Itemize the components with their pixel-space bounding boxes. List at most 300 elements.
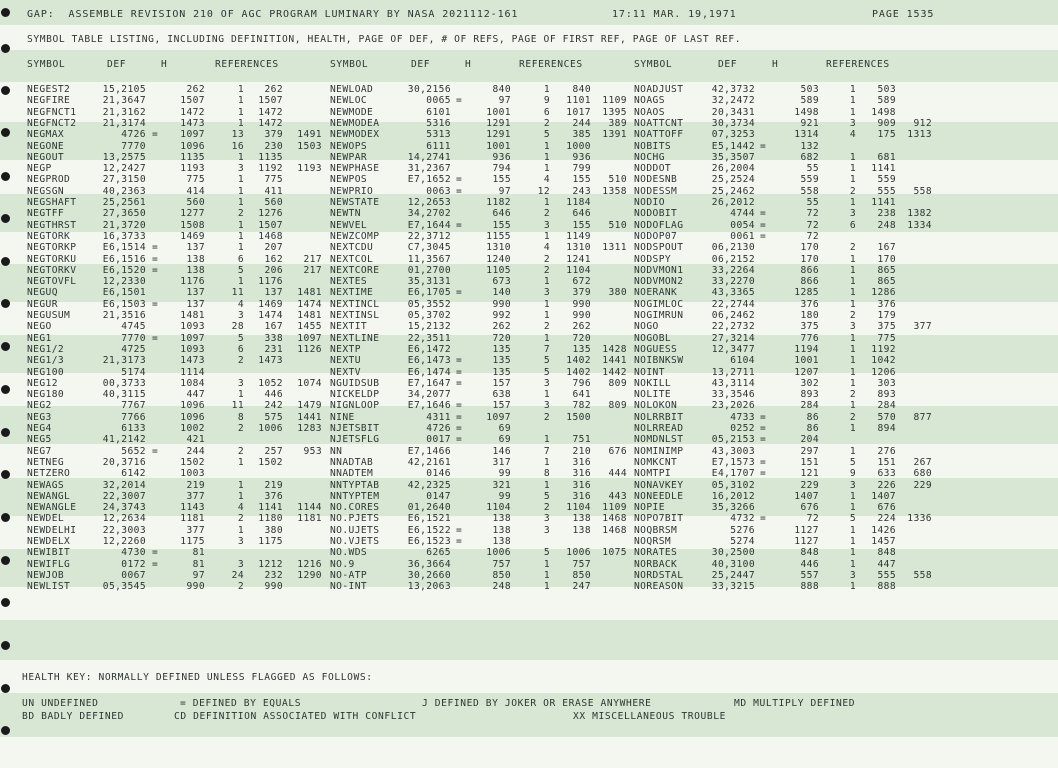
health-key-joker: J DEFINED BY JOKER OR ERASE ANYWHERE: [422, 698, 652, 709]
ref-count-cell: 2: [237, 445, 244, 457]
ref-count-cell: 7: [543, 445, 550, 457]
health-key-md: MD MULTIPLY DEFINED: [734, 698, 856, 709]
health-cell: =: [760, 140, 767, 152]
ref-count-cell: 2: [543, 502, 550, 514]
def-cell: E5,1442: [711, 140, 755, 152]
page-title: GAP: ASSEMBLE REVISION 210 OF AGC PROGRAM LUMINARY BY NASA 2021112-161: [27, 9, 519, 20]
page-of-def-cell: 1175: [180, 536, 205, 547]
last-ref-cell: 389: [608, 117, 627, 129]
symbol-cell: NEXTCORE: [330, 264, 380, 276]
last-ref-cell: 877: [913, 411, 932, 423]
def-cell: E6,1514: [102, 242, 146, 254]
health-cell: =: [456, 377, 463, 389]
first-ref-cell: 893: [877, 389, 896, 401]
last-ref-cell: 1216: [297, 558, 322, 570]
def-cell: 0065: [426, 95, 451, 107]
page-of-def-cell: 1508: [180, 219, 205, 231]
last-ref-cell: 676: [608, 445, 627, 457]
def-cell: 12,2653: [407, 197, 451, 208]
col-header-references: REFERENCES: [215, 59, 279, 70]
page-of-def-cell: 146: [492, 445, 511, 457]
def-cell: 0147: [426, 490, 451, 502]
ref-count-cell: 1: [237, 276, 244, 288]
def-cell: 12,2634: [102, 513, 146, 525]
page-of-def-cell: 1096: [180, 140, 205, 152]
symbol-cell: NOPO7BIT: [634, 513, 684, 525]
symbol-cell: NEWPAR: [330, 151, 368, 163]
table-row: [0, 321, 1058, 332]
symbol-cell: NEGTHRST: [27, 219, 77, 231]
page-of-def-cell: 1002: [180, 423, 205, 434]
ref-count-cell: 3: [543, 524, 550, 536]
symbol-cell: NEGUQ: [27, 287, 58, 299]
last-ref-cell: 1144: [297, 502, 322, 514]
symbol-cell: NODVMON1: [634, 264, 684, 276]
symbol-cell: NEWANGLE: [27, 502, 77, 514]
ref-count-cell: 3: [237, 558, 244, 570]
first-ref-cell: 338: [264, 332, 283, 344]
first-ref-cell: 138: [572, 524, 591, 536]
last-ref-cell: 1311: [602, 242, 627, 254]
table-row: [0, 299, 1058, 310]
ref-count-cell: 5: [543, 490, 550, 502]
page-of-def-cell: 180: [800, 310, 819, 321]
symbol-cell: NEWDEL: [27, 513, 65, 525]
first-ref-cell: 751: [572, 434, 591, 446]
page-of-def-cell: 55: [806, 163, 819, 175]
col-header-symbol: SYMBOL: [330, 59, 369, 70]
last-ref-cell: 1441: [297, 411, 322, 423]
ref-count-cell: 1: [543, 434, 550, 446]
page-of-def-cell: 1310: [486, 242, 511, 254]
first-ref-cell: 888: [877, 581, 896, 593]
health-cell: =: [456, 174, 463, 186]
ref-count-cell: 5: [237, 332, 244, 344]
first-ref-cell: 990: [264, 581, 283, 593]
symbol-cell: NEWANGL: [27, 490, 71, 502]
page-of-def-cell: 1135: [180, 151, 205, 163]
ref-count-cell: 6: [237, 343, 244, 355]
table-row: [0, 242, 1058, 253]
page-of-def-cell: 86: [806, 411, 819, 423]
first-ref-cell: 865: [877, 264, 896, 276]
first-ref-cell: 179: [877, 310, 896, 321]
ref-count-cell: 4: [849, 129, 856, 141]
ref-count-cell: 1: [849, 174, 856, 186]
ref-count-cell: 6: [543, 106, 550, 118]
page-of-def-cell: 1143: [180, 502, 205, 514]
table-row: [0, 129, 1058, 140]
ref-count-cell: 6: [237, 253, 244, 265]
def-cell: E6,1521: [407, 513, 451, 525]
last-ref-cell: 510: [608, 219, 627, 231]
health-cell: =: [456, 355, 463, 367]
ref-count-cell: 9: [543, 95, 550, 107]
table-row: [0, 220, 1058, 231]
symbol-cell: NNADTAB: [330, 456, 374, 468]
def-cell: 13,2711: [711, 366, 755, 378]
def-cell: 43,3365: [711, 287, 755, 299]
table-row: [0, 547, 1058, 558]
table-row: [0, 107, 1058, 118]
symbol-cell: NEXTLINE: [330, 332, 380, 344]
page-of-def-cell: 297: [800, 445, 819, 457]
ref-count-cell: 2: [237, 423, 244, 434]
symbol-cell: NEG12: [27, 377, 58, 389]
def-cell: 16,2012: [711, 490, 755, 502]
def-cell: E6,1705: [407, 287, 451, 299]
page-of-def-cell: 1114: [180, 366, 205, 378]
page-of-def-cell: 992: [492, 310, 511, 321]
symbol-cell: NEG1/3: [27, 355, 65, 367]
first-ref-cell: 1017: [566, 106, 591, 118]
def-cell: 15,2105: [102, 84, 146, 95]
last-ref-cell: 809: [608, 400, 627, 412]
first-ref-cell: 1474: [258, 310, 283, 321]
first-ref-cell: 589: [877, 95, 896, 107]
ref-count-cell: 1: [543, 230, 550, 242]
def-cell: 0063: [426, 185, 451, 197]
col-header-health: H: [772, 59, 779, 70]
def-cell: 30,2500: [711, 547, 755, 559]
first-ref-cell: 210: [572, 445, 591, 457]
def-cell: 05,3102: [711, 479, 755, 491]
health-key-title: HEALTH KEY: NORMALLY DEFINED UNLESS FLAGGED AS FOLLOWS:: [22, 672, 373, 683]
page-of-def-cell: 262: [186, 84, 205, 95]
page-of-def-cell: 1006: [486, 547, 511, 559]
first-ref-cell: 1141: [871, 197, 896, 208]
last-ref-cell: 1336: [907, 513, 932, 525]
def-cell: 11,3567: [407, 253, 451, 265]
def-cell: 0172: [121, 558, 146, 570]
table-row: [0, 254, 1058, 265]
ref-count-cell: 3: [849, 569, 856, 581]
symbol-cell: NEXTIT: [330, 321, 368, 333]
symbol-cell: NEXTCDU: [330, 242, 374, 254]
def-cell: E6,1501: [102, 287, 146, 299]
def-cell: 21,3162: [102, 106, 146, 118]
def-cell: 06,2130: [711, 242, 755, 254]
def-cell: 21,3647: [102, 95, 146, 107]
first-ref-cell: 720: [572, 332, 591, 344]
symbol-cell: NEG5: [27, 434, 52, 446]
ref-count-cell: 1: [543, 298, 550, 310]
page-of-def-cell: 676: [800, 502, 819, 514]
table-row: [0, 174, 1058, 185]
ref-count-cell: 1: [849, 163, 856, 175]
first-ref-cell: 1212: [258, 558, 283, 570]
symbol-cell: NEG7: [27, 445, 52, 457]
last-ref-cell: 444: [608, 468, 627, 480]
first-ref-cell: 1006: [566, 547, 591, 559]
symbol-cell: NOQBRSM: [634, 524, 678, 536]
def-cell: 4311: [426, 411, 451, 423]
symbol-cell: NEWPHASE: [330, 163, 380, 175]
first-ref-cell: 1507: [258, 219, 283, 231]
symbol-cell: NOGUESS: [634, 343, 678, 355]
health-cell: =: [456, 423, 463, 434]
symbol-cell: NEWJOB: [27, 569, 65, 581]
col-header-symbol: SYMBOL: [27, 59, 66, 70]
first-ref-cell: 231: [264, 343, 283, 355]
ref-count-cell: 1: [237, 151, 244, 163]
page-of-def-cell: 317: [492, 456, 511, 468]
last-ref-cell: 1109: [602, 95, 627, 107]
page-of-def-cell: 321: [492, 479, 511, 491]
page-of-def-cell: 138: [492, 513, 511, 525]
page-of-def-cell: 1498: [794, 106, 819, 118]
page-of-def-cell: 848: [800, 547, 819, 559]
def-cell: 01,2640: [407, 502, 451, 514]
symbol-cell: NEGONE: [27, 140, 65, 152]
ref-count-cell: 1: [543, 140, 550, 152]
symbol-cell: NOLRREAD: [634, 423, 684, 434]
ref-count-cell: 5: [543, 366, 550, 378]
first-ref-cell: 262: [264, 84, 283, 95]
first-ref-cell: 411: [264, 185, 283, 197]
page-number: PAGE 1535: [872, 9, 935, 20]
table-row: [0, 389, 1058, 400]
table-row: [0, 491, 1058, 502]
def-cell: 22,3003: [102, 524, 146, 536]
symbol-cell: NOPIE: [634, 502, 665, 514]
def-cell: 25,2462: [711, 185, 755, 197]
first-ref-cell: 138: [572, 513, 591, 525]
page-of-def-cell: 155: [492, 174, 511, 186]
ref-count-cell: 3: [849, 321, 856, 333]
page-of-def-cell: 1472: [180, 106, 205, 118]
ref-count-cell: 1: [543, 456, 550, 468]
ref-count-cell: 2: [849, 242, 856, 254]
symbol-cell: NEGSGN: [27, 185, 65, 197]
first-ref-cell: 446: [264, 389, 283, 401]
ref-count-cell: 1: [849, 253, 856, 265]
def-cell: 07,3253: [711, 129, 755, 141]
last-ref-cell: 1109: [602, 502, 627, 514]
symbol-cell: NEG1: [27, 332, 52, 344]
symbol-cell: NOLITE: [634, 389, 672, 401]
first-ref-cell: 238: [877, 208, 896, 220]
symbol-cell: NOLOKON: [634, 400, 678, 412]
health-cell: =: [456, 434, 463, 446]
first-ref-cell: 570: [877, 411, 896, 423]
first-ref-cell: 276: [877, 445, 896, 457]
print-time: 17:11 MAR. 19,1971: [612, 9, 737, 20]
ref-count-cell: 3: [237, 536, 244, 547]
symbol-cell: NEG100: [27, 366, 65, 378]
page-of-def-cell: 204: [800, 434, 819, 446]
page-of-def-cell: 138: [186, 264, 205, 276]
first-ref-cell: 894: [877, 423, 896, 434]
symbol-cell: NOMDNLST: [634, 434, 684, 446]
def-cell: E6,1522: [407, 524, 451, 536]
def-cell: E6,1516: [102, 253, 146, 265]
symbol-cell: NIGNLOOP: [330, 400, 380, 412]
symbol-cell: NEWAGS: [27, 479, 65, 491]
first-ref-cell: 1500: [566, 411, 591, 423]
last-ref-cell: 217: [303, 253, 322, 265]
symbol-cell: NOMINIMP: [634, 445, 684, 457]
first-ref-cell: 936: [572, 151, 591, 163]
symbol-cell: NEGTORKU: [27, 253, 77, 265]
symbol-cell: NEGFIRE: [27, 95, 71, 107]
def-cell: 40,3115: [102, 389, 146, 401]
def-cell: 6111: [426, 140, 451, 152]
page-of-def-cell: 376: [800, 298, 819, 310]
first-ref-cell: 1402: [566, 355, 591, 367]
page-of-def-cell: 170: [800, 253, 819, 265]
symbol-cell: NEGEST2: [27, 84, 71, 95]
def-cell: 31,2367: [407, 163, 451, 175]
first-ref-cell: 1468: [258, 230, 283, 242]
page-of-def-cell: 794: [492, 163, 511, 175]
page-of-def-cell: 135: [492, 355, 511, 367]
ref-count-cell: 3: [237, 377, 244, 389]
ref-count-cell: 2: [543, 264, 550, 276]
page-of-def-cell: 244: [186, 445, 205, 457]
def-cell: 0017: [426, 434, 451, 446]
page-of-def-cell: 1097: [180, 332, 205, 344]
table-row: [0, 118, 1058, 129]
last-ref-cell: 267: [913, 456, 932, 468]
page-of-def-cell: 1084: [180, 377, 205, 389]
symbol-cell: NO.CORES: [330, 502, 380, 514]
def-cell: 13,2063: [407, 581, 451, 593]
def-cell: 0054: [730, 219, 755, 231]
page-of-def-cell: 936: [492, 151, 511, 163]
first-ref-cell: 1402: [566, 366, 591, 378]
health-cell: =: [760, 434, 767, 446]
page-of-def-cell: 1285: [794, 287, 819, 299]
first-ref-cell: 226: [877, 479, 896, 491]
ref-count-cell: 3: [237, 310, 244, 321]
page-of-def-cell: 888: [800, 581, 819, 593]
first-ref-cell: 379: [572, 287, 591, 299]
table-row: [0, 141, 1058, 152]
health-cell: =: [456, 400, 463, 412]
ref-count-cell: 3: [849, 117, 856, 129]
first-ref-cell: 1498: [871, 106, 896, 118]
symbol-cell: NOCHG: [634, 151, 665, 163]
first-ref-cell: 262: [572, 321, 591, 333]
page-of-def-cell: 1473: [180, 355, 205, 367]
ref-count-cell: 1: [237, 230, 244, 242]
ref-count-cell: 1: [543, 479, 550, 491]
symbol-cell: NEGOUT: [27, 151, 65, 163]
first-ref-cell: 799: [572, 163, 591, 175]
ref-count-cell: 24: [231, 569, 244, 581]
symbol-cell: NODOP07: [634, 230, 678, 242]
ref-count-cell: 2: [237, 355, 244, 367]
page-of-def-cell: 1291: [486, 129, 511, 141]
symbol-cell: NEG3: [27, 411, 52, 423]
symbol-cell: NODOFLAG: [634, 219, 684, 231]
ref-count-cell: 2: [237, 513, 244, 525]
def-cell: E7,1644: [407, 219, 451, 231]
ref-count-cell: 9: [849, 468, 856, 480]
ref-count-cell: 1: [237, 106, 244, 118]
symbol-cell: NEWVEL: [330, 219, 368, 231]
first-ref-cell: 865: [877, 276, 896, 288]
table-row: [0, 446, 1058, 457]
symbol-cell: NOGOBL: [634, 332, 672, 344]
def-cell: 06,2152: [711, 253, 755, 265]
health-key-equals: = DEFINED BY EQUALS: [180, 698, 302, 709]
symbol-cell: NEGSHAFT: [27, 197, 77, 208]
ref-count-cell: 12: [537, 185, 550, 197]
first-ref-cell: 375: [877, 321, 896, 333]
first-ref-cell: 559: [877, 174, 896, 186]
ref-count-cell: 3: [849, 208, 856, 220]
page-of-def-cell: 229: [800, 479, 819, 491]
page-of-def-cell: 81: [192, 547, 205, 559]
symbol-cell: NEWIBIT: [27, 547, 71, 559]
table-row: [0, 559, 1058, 570]
ref-count-cell: 1: [849, 197, 856, 208]
def-cell: 26,2004: [711, 163, 755, 175]
page-of-def-cell: 446: [800, 558, 819, 570]
ref-count-cell: 1: [543, 197, 550, 208]
symbol-cell: NEWMODEX: [330, 129, 380, 141]
page-of-def-cell: 377: [186, 490, 205, 502]
last-ref-cell: 1441: [602, 355, 627, 367]
def-cell: 12,2330: [102, 276, 146, 288]
symbol-cell: NOAOS: [634, 106, 665, 118]
def-cell: 12,3477: [711, 343, 755, 355]
symbol-cell: NEGTORKP: [27, 242, 77, 254]
symbol-cell: NOGIMRUN: [634, 310, 684, 321]
ref-count-cell: 1: [849, 524, 856, 536]
first-ref-cell: 316: [572, 468, 591, 480]
ref-count-cell: 2: [849, 310, 856, 321]
ref-count-cell: 3: [237, 163, 244, 175]
page-of-def-cell: 776: [800, 332, 819, 344]
page-of-def-cell: 589: [800, 95, 819, 107]
symbol-cell: NODESSM: [634, 185, 678, 197]
def-cell: 6142: [121, 468, 146, 480]
def-cell: 22,2744: [711, 298, 755, 310]
ref-count-cell: 1: [543, 389, 550, 401]
health-cell: =: [152, 129, 159, 141]
first-ref-cell: 135: [572, 343, 591, 355]
symbol-cell: NEWLOAD: [330, 84, 374, 95]
page-of-def-cell: 151: [800, 456, 819, 468]
page-of-def-cell: 69: [498, 423, 511, 434]
ref-count-cell: 1: [849, 343, 856, 355]
symbol-cell: NEWLOC: [330, 95, 368, 107]
ref-count-cell: 1: [237, 197, 244, 208]
last-ref-cell: 1455: [297, 321, 322, 333]
def-cell: E7,1647: [407, 377, 451, 389]
page-of-def-cell: 81: [192, 558, 205, 570]
page-of-def-cell: 1240: [486, 253, 511, 265]
first-ref-cell: 1149: [566, 230, 591, 242]
def-cell: 22,3007: [102, 490, 146, 502]
def-cell: 33,2264: [711, 264, 755, 276]
first-ref-cell: 796: [572, 377, 591, 389]
symbol-cell: NEGO: [27, 321, 52, 333]
def-cell: 14,2741: [407, 151, 451, 163]
first-ref-cell: 1052: [258, 377, 283, 389]
page-of-def-cell: 414: [186, 185, 205, 197]
def-cell: E6,1523: [407, 536, 451, 547]
col-header-symbol: SYMBOL: [634, 59, 673, 70]
page-of-def-cell: 1097: [180, 129, 205, 141]
def-cell: 12,2260: [102, 536, 146, 547]
def-cell: 35,3266: [711, 502, 755, 514]
last-ref-cell: 1428: [602, 343, 627, 355]
page-of-def-cell: 170: [800, 242, 819, 254]
